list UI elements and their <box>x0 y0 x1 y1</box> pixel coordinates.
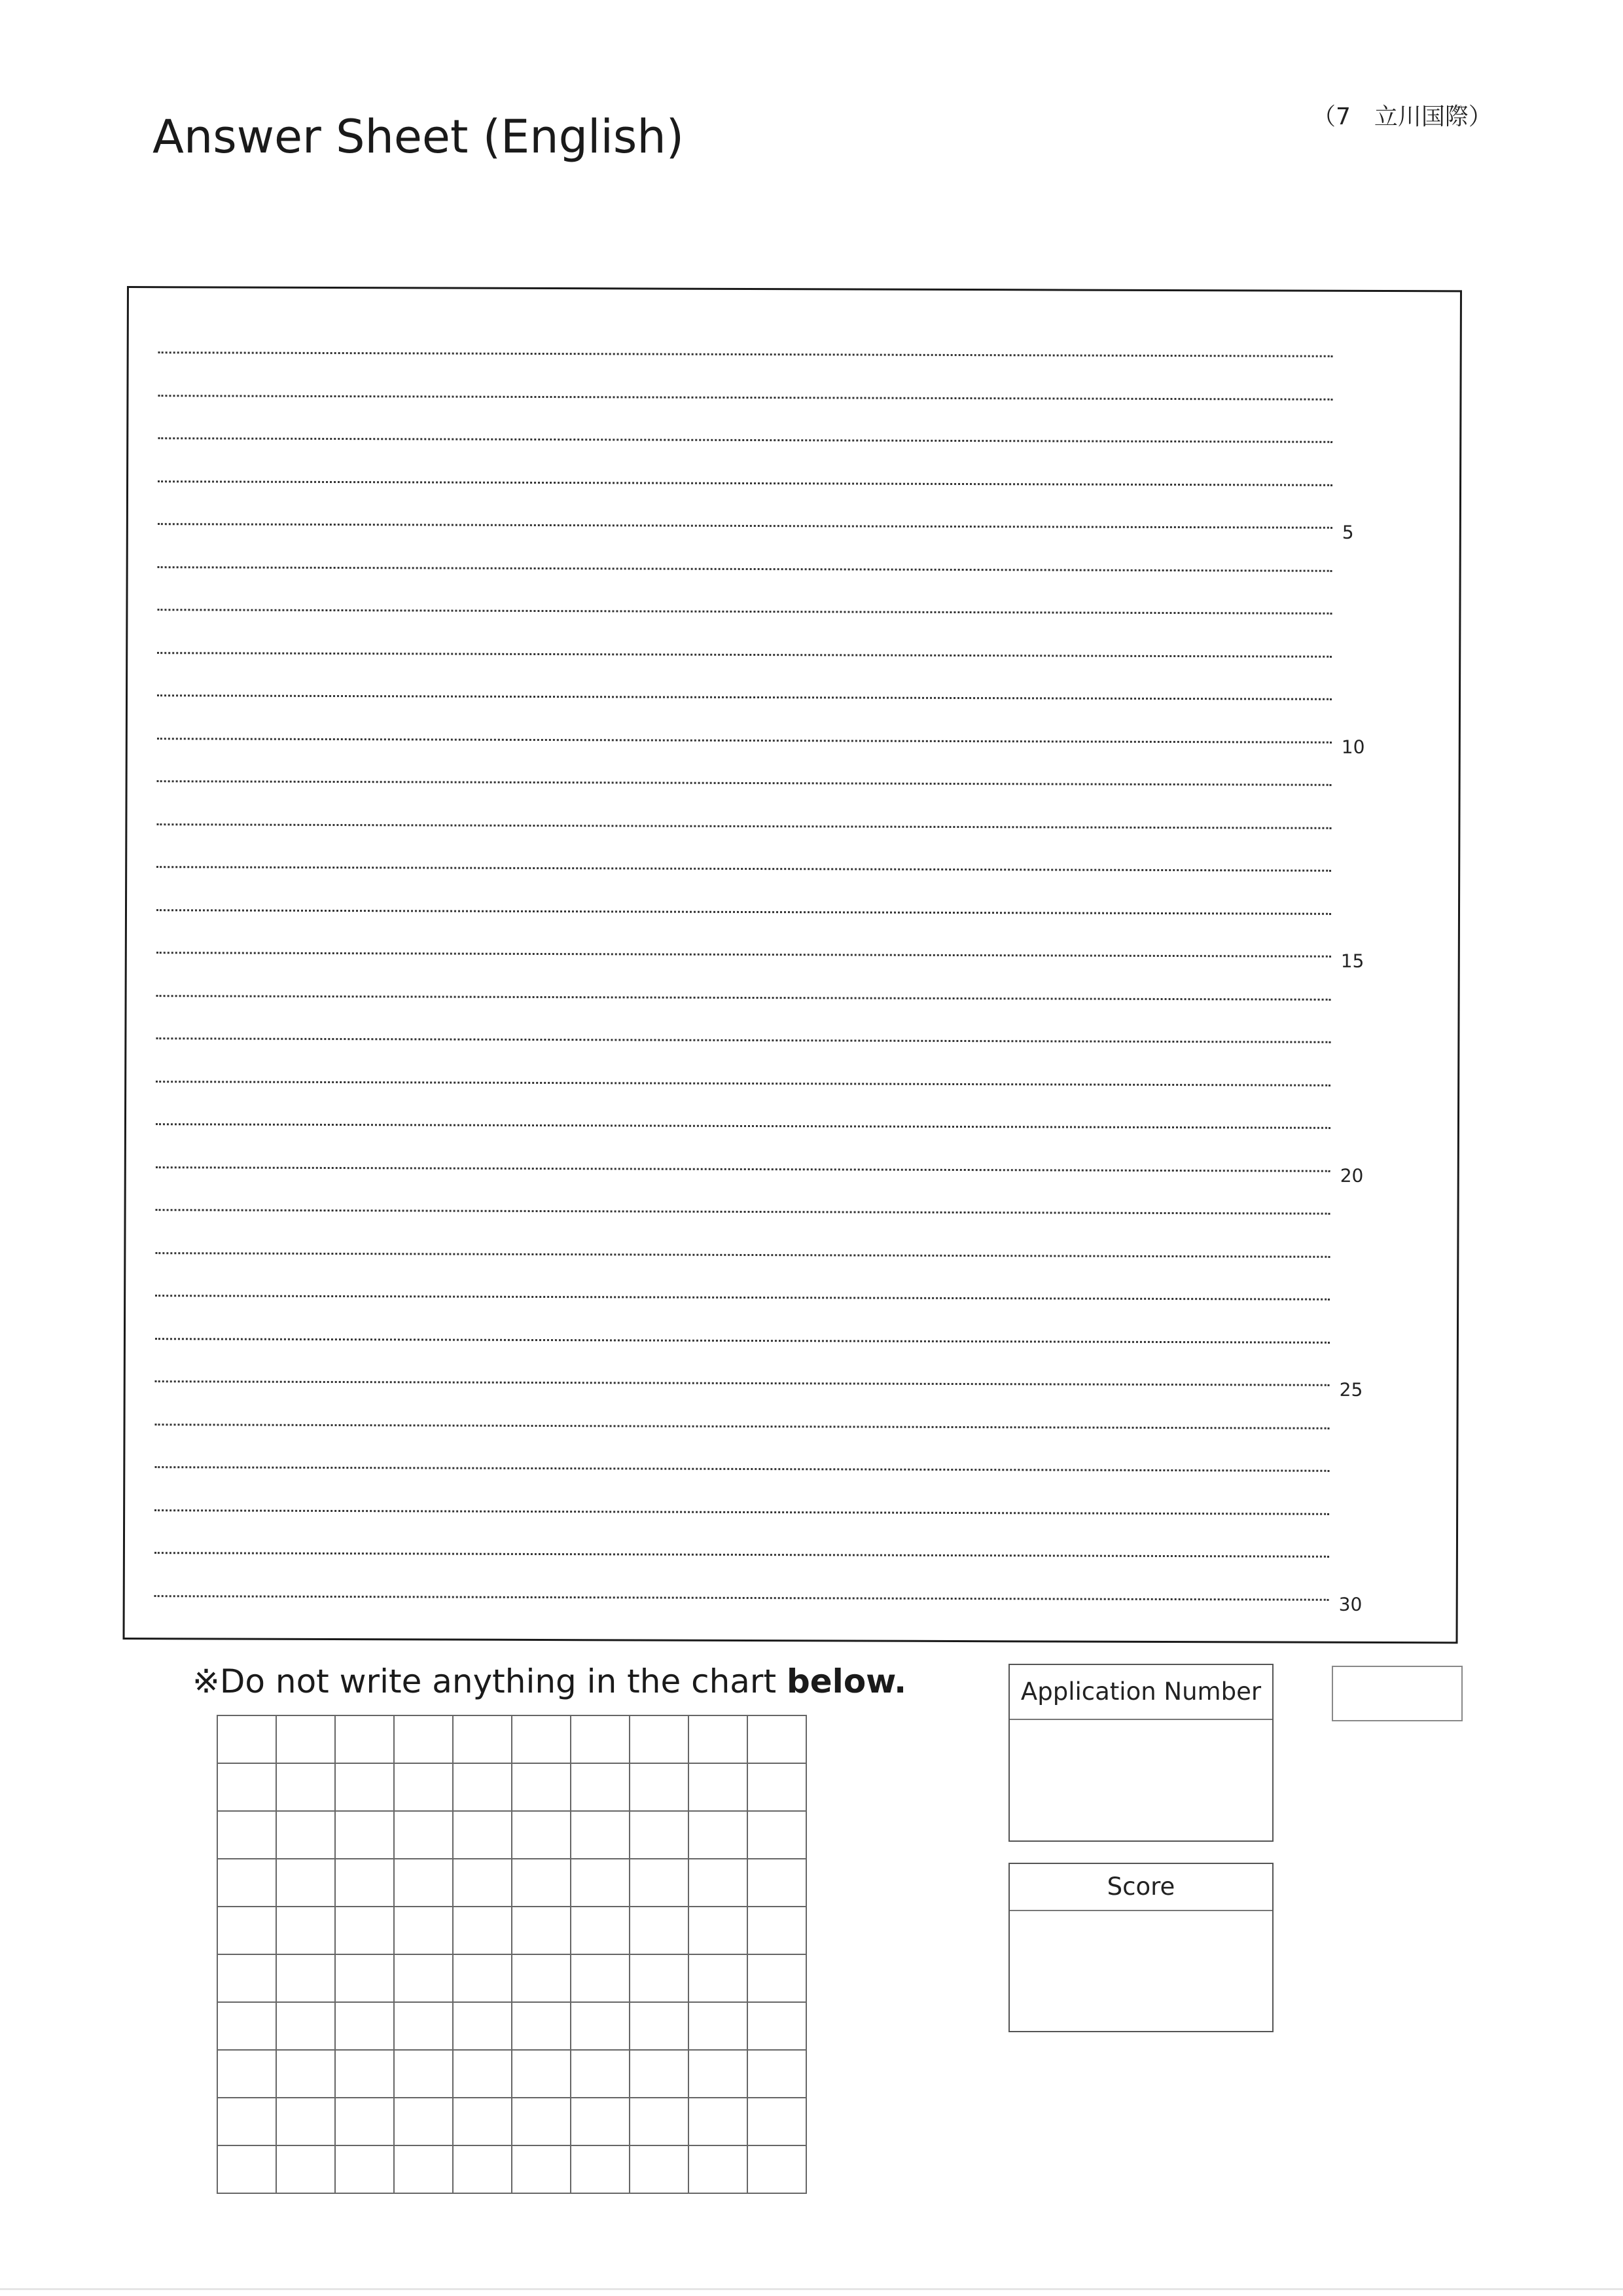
answer-line[interactable] <box>158 523 1332 529</box>
grid-cell <box>747 1954 806 2002</box>
answer-line[interactable] <box>158 480 1332 486</box>
grid-cell <box>217 1954 276 2002</box>
grid-cell <box>571 1763 630 1811</box>
grid-cell <box>394 2002 453 2050</box>
grid-cell <box>335 2002 394 2050</box>
application-number-box <box>1008 1664 1274 1842</box>
grid-cell <box>512 2050 571 2098</box>
grid-row <box>217 2050 806 2098</box>
grid-cell <box>335 1715 394 1763</box>
answer-line[interactable] <box>156 1081 1330 1086</box>
grid-cell <box>217 1715 276 1763</box>
grid-cell <box>747 1907 806 1954</box>
grid-cell <box>276 2145 335 2193</box>
grid-cell <box>688 1954 747 2002</box>
grid-cell <box>688 1811 747 1859</box>
grid-cell <box>688 1907 747 1954</box>
grid-cell <box>512 2098 571 2145</box>
grid-cell <box>747 2145 806 2193</box>
grid-cell <box>688 1859 747 1907</box>
answer-line[interactable] <box>155 1424 1330 1429</box>
grid-cell <box>747 1859 806 1907</box>
grid-cell <box>453 1954 512 2002</box>
grid-cell <box>217 2002 276 2050</box>
answer-line[interactable] <box>156 1037 1330 1043</box>
notice-text <box>192 1662 906 1700</box>
grid-cell <box>394 2098 453 2145</box>
grid-cell <box>276 1859 335 1907</box>
grid-cell <box>630 2145 688 2193</box>
grid-cell <box>512 1907 571 1954</box>
line-number: 30 <box>1338 1593 1363 1615</box>
answer-line[interactable] <box>155 1252 1330 1258</box>
answer-line[interactable] <box>157 652 1332 658</box>
grid-row <box>217 1954 806 2002</box>
grid-cell <box>571 1907 630 1954</box>
score-label: Score <box>1010 1864 1272 1911</box>
grid-cell <box>571 1954 630 2002</box>
answer-line[interactable] <box>156 995 1331 1001</box>
grid-cell <box>217 2145 276 2193</box>
answer-line[interactable] <box>154 1552 1329 1558</box>
grid-cell <box>512 1859 571 1907</box>
grid-cell <box>217 2050 276 2098</box>
grid-cell <box>453 2098 512 2145</box>
grid-cell <box>571 1715 630 1763</box>
grid-cell <box>571 2002 630 2050</box>
grid-cell <box>453 1859 512 1907</box>
score-field[interactable] <box>1010 1911 1272 2032</box>
grid-cell <box>747 1715 806 1763</box>
line-number: 20 <box>1340 1164 1364 1187</box>
grid-cell <box>453 2050 512 2098</box>
grid-cell <box>394 1859 453 1907</box>
grid-cell <box>512 1811 571 1859</box>
grid-cell <box>217 1859 276 1907</box>
grid-cell <box>571 1859 630 1907</box>
answer-line[interactable] <box>154 1595 1329 1601</box>
answer-line[interactable] <box>154 1466 1329 1472</box>
grid-cell <box>630 1811 688 1859</box>
grid-cell <box>335 1811 394 1859</box>
grid-cell <box>747 2002 806 2050</box>
grid-cell <box>335 1954 394 2002</box>
answer-line[interactable] <box>155 1380 1330 1386</box>
grid-cell <box>688 1715 747 1763</box>
answer-line[interactable] <box>156 1209 1330 1215</box>
extra-field[interactable] <box>1332 1666 1463 1721</box>
grid-cell <box>217 1811 276 1859</box>
answer-area[interactable] <box>123 286 1462 1643</box>
grid-cell <box>335 2145 394 2193</box>
grid-row <box>217 2098 806 2145</box>
notice-prefix: ※Do not write anything in the chart <box>192 1662 787 1700</box>
grid-cell <box>394 1763 453 1811</box>
grid-cell <box>571 1811 630 1859</box>
answer-line[interactable] <box>157 609 1332 615</box>
line-number: 10 <box>1341 736 1365 758</box>
grid-cell <box>688 2050 747 2098</box>
grid-cell <box>276 2002 335 2050</box>
application-number-label: Application Number <box>1010 1665 1272 1720</box>
grid-cell <box>571 2098 630 2145</box>
line-number: 5 <box>1342 521 1354 543</box>
answer-line[interactable] <box>154 1509 1329 1515</box>
grid-cell <box>453 1811 512 1859</box>
grid-row <box>217 2145 806 2193</box>
grid-cell <box>512 2145 571 2193</box>
grid-cell <box>453 1763 512 1811</box>
grid-cell <box>394 1954 453 2002</box>
grid-cell <box>276 1907 335 1954</box>
grid-cell <box>217 1907 276 1954</box>
answer-line[interactable] <box>156 952 1331 958</box>
grid-cell <box>630 2098 688 2145</box>
answer-line[interactable] <box>157 694 1332 700</box>
grid-cell <box>630 1954 688 2002</box>
grid-cell <box>276 1763 335 1811</box>
grid-cell <box>571 2145 630 2193</box>
line-number: 15 <box>1340 950 1364 972</box>
answer-line[interactable] <box>158 395 1332 401</box>
answer-line[interactable] <box>158 437 1332 443</box>
grid-cell <box>571 2050 630 2098</box>
grid-cell <box>335 1859 394 1907</box>
grid-cell <box>747 2098 806 2145</box>
grid-cell <box>453 1715 512 1763</box>
grid-cell <box>335 1763 394 1811</box>
score-box <box>1008 1863 1274 2032</box>
grid-cell <box>512 1954 571 2002</box>
grid-cell <box>276 2050 335 2098</box>
grid-row <box>217 1859 806 1907</box>
grid-cell <box>453 1907 512 1954</box>
application-number-field[interactable] <box>1010 1720 1272 1842</box>
grid-cell <box>747 1811 806 1859</box>
grid-cell <box>630 1715 688 1763</box>
scoring-grid <box>217 1715 807 2194</box>
grid-cell <box>630 2002 688 2050</box>
answer-line[interactable] <box>156 909 1331 915</box>
answer-line[interactable] <box>157 738 1332 744</box>
grid-row <box>217 2002 806 2050</box>
grid-cell <box>747 1763 806 1811</box>
grid-cell <box>512 1715 571 1763</box>
exam-code: （7 立川国際） <box>1312 103 1492 130</box>
notice-emphasis: below. <box>786 1662 907 1700</box>
grid-cell <box>630 2050 688 2098</box>
grid-cell <box>335 2098 394 2145</box>
grid-cell <box>276 2098 335 2145</box>
grid-row <box>217 1715 806 1763</box>
grid-cell <box>688 2145 747 2193</box>
grid-cell <box>453 2145 512 2193</box>
answer-line[interactable] <box>156 1123 1330 1129</box>
answer-line[interactable] <box>156 1166 1330 1172</box>
scan-edge-divider <box>0 2288 1623 2290</box>
answer-line[interactable] <box>158 566 1332 572</box>
grid-cell <box>394 2145 453 2193</box>
grid-cell <box>512 2002 571 2050</box>
grid-cell <box>394 1715 453 1763</box>
grid-cell <box>217 1763 276 1811</box>
grid-cell <box>688 1763 747 1811</box>
grid-cell <box>217 2098 276 2145</box>
grid-cell <box>630 1859 688 1907</box>
grid-row <box>217 1763 806 1811</box>
grid-cell <box>394 1907 453 1954</box>
grid-cell <box>394 2050 453 2098</box>
grid-cell <box>335 2050 394 2098</box>
answer-line[interactable] <box>156 866 1331 872</box>
grid-cell <box>276 1811 335 1859</box>
page-title: Answer Sheet (English) <box>152 110 685 164</box>
grid-row <box>217 1811 806 1859</box>
line-number: 25 <box>1339 1378 1363 1401</box>
grid-cell <box>453 2002 512 2050</box>
grid-cell <box>630 1763 688 1811</box>
grid-cell <box>276 1954 335 2002</box>
grid-row <box>217 1907 806 1954</box>
answer-line[interactable] <box>155 1338 1330 1344</box>
grid-cell <box>335 1907 394 1954</box>
grid-cell <box>688 2002 747 2050</box>
answer-line[interactable] <box>156 823 1331 829</box>
grid-cell <box>512 1763 571 1811</box>
grid-cell <box>747 2050 806 2098</box>
grid-cell <box>688 2098 747 2145</box>
answer-line[interactable] <box>157 780 1332 786</box>
answer-line[interactable] <box>155 1295 1330 1300</box>
answer-line[interactable] <box>158 351 1333 357</box>
grid-cell <box>276 1715 335 1763</box>
grid-cell <box>630 1907 688 1954</box>
grid-cell <box>394 1811 453 1859</box>
